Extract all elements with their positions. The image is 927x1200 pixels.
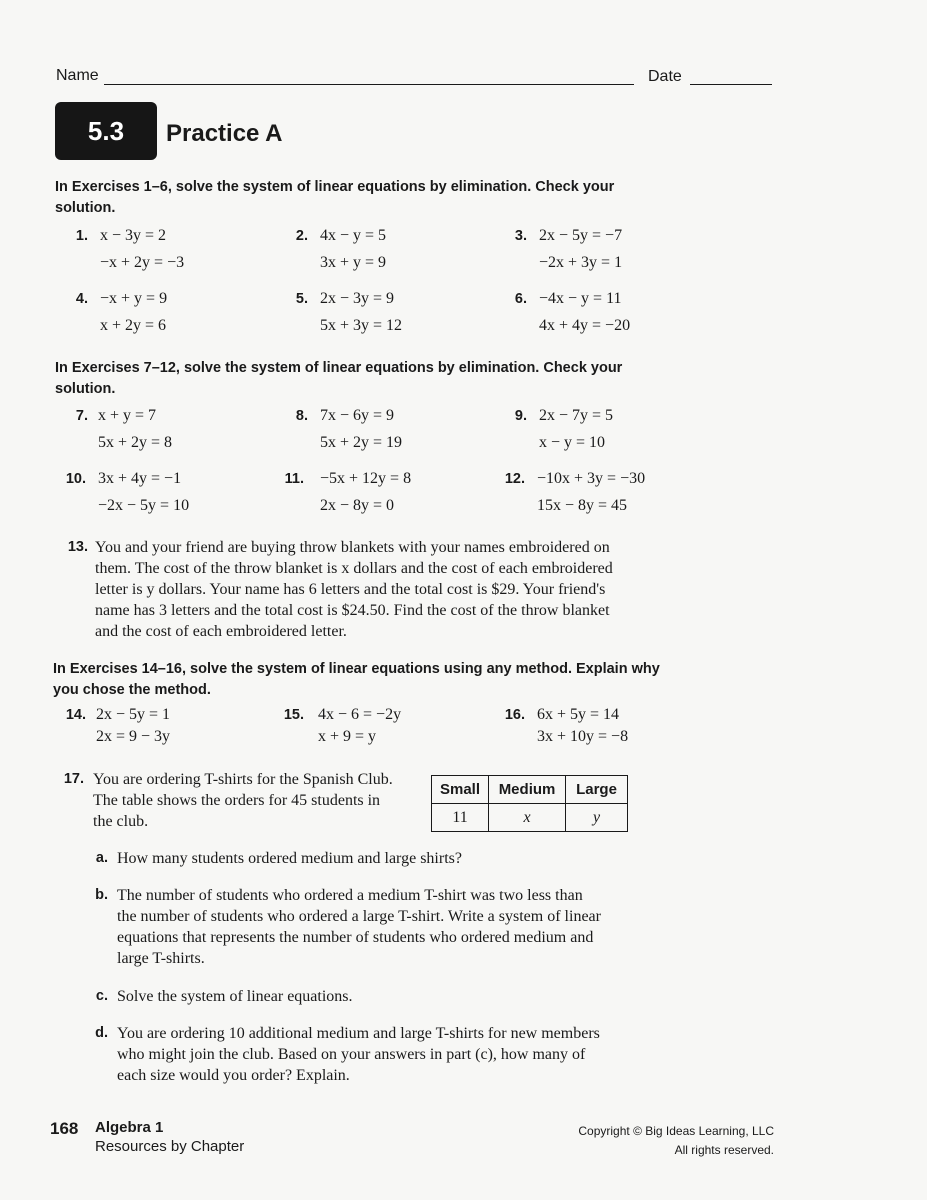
part-label: b. [95,887,108,903]
exercise-number: 5. [295,291,308,307]
exercise-number: 10. [65,471,86,487]
exercise-number: 8. [295,408,308,424]
part-line: each size would you order? Explain. [117,1067,350,1084]
exercise-number: 12. [504,471,525,487]
section-badge [55,102,157,160]
exercise-number: 2. [295,228,308,244]
part-line: How many students ordered medium and large shirts? [117,850,462,867]
name-field-line[interactable] [104,84,634,85]
exercise-number: 7. [75,408,88,424]
problem-line: and the cost of each embroidered letter. [95,623,347,640]
part-line: who might join the club. Based on your answers in part (c), how many of [117,1046,586,1063]
equation: 4x − 6 = −2y [318,706,402,723]
equation: 5x + 2y = 19 [320,433,403,451]
part-line: large T-shirts. [117,950,205,967]
equation: 7x − 6y = 9 [320,407,395,424]
equation: x − 3y = 2 [100,227,167,244]
equation: 2x − 8y = 0 [320,496,395,514]
equation: 15x − 8y = 45 [537,496,628,514]
part-line: Solve the system of linear equations. [117,988,353,1005]
table-header: Small [432,776,489,804]
equation: 2x − 3y = 9 [320,290,395,307]
exercise-number: 6. [514,291,527,307]
equation: 3x + 4y = −1 [98,470,182,487]
exercise-number: 1. [75,228,88,244]
table-cell: x [489,804,566,832]
date-field-line[interactable] [690,84,772,85]
equation: −x + y = 9 [100,290,168,307]
part-line: You are ordering 10 additional medium and large T-shirts for new members [117,1025,600,1042]
problem-number: 13. [67,539,88,555]
part-line: The number of students who ordered a medium T-shirt was two less than [117,887,583,904]
table-cell: y [566,804,628,832]
table-cell: 11 [432,804,489,832]
equation: −10x + 3y = −30 [537,470,646,487]
rights-line: All rights reserved. [674,1143,774,1157]
tshirt-order-table [431,775,628,832]
name-label: Name [56,67,99,84]
problem-line: them. The cost of the throw blanket is x dollars and the cost of each embroidered [95,560,613,577]
table-row [432,804,628,832]
exercise-number: 16. [504,707,525,723]
equation: −2x − 5y = 10 [98,496,190,514]
equation: x − y = 10 [539,433,606,451]
exercise-number: 11. [284,471,304,487]
problem-line: the club. [93,813,149,830]
exercise-number: 15. [283,707,304,723]
equation: 3x + y = 9 [320,253,387,271]
copyright [578,1122,774,1160]
table-header: Medium [489,776,566,804]
equation: −4x − y = 11 [539,290,622,307]
part-line: the number of students who ordered a large T-shirt. Write a system of linear [117,908,601,925]
section-number: 5.3 [87,116,125,146]
exercise-number: 14. [65,707,86,723]
table-header-row [432,776,628,804]
exercise-number: 4. [75,291,88,307]
problem-line: The table shows the orders for 45 students in [93,792,381,809]
part-label: a. [95,850,108,866]
equation: x + 2y = 6 [100,316,167,334]
book-subtitle: Resources by Chapter [95,1138,245,1155]
exercise-number: 3. [514,228,527,244]
problem-number: 17. [63,771,84,787]
copyright-line: Copyright © Big Ideas Learning, LLC [578,1124,774,1138]
problem-line: name has 3 letters and the total cost is $24.50. Find the cost of the throw blanket [95,602,610,619]
equation: 3x + 10y = −8 [537,728,629,745]
equation: x + y = 7 [98,407,157,424]
problem-line: letter is y dollars. Your name has 6 letters and the total cost is $29. Your friend's [95,581,606,598]
equation: −5x + 12y = 8 [320,470,412,487]
equation: 2x − 5y = −7 [539,227,623,244]
equation: x + 9 = y [318,728,377,745]
equation: 4x + 4y = −20 [539,316,631,334]
page-number: 168 [50,1119,79,1138]
instruction-2: In Exercises 7–12, solve the system of linear equations by elimination. Check your solution. [55,360,623,397]
problem-line: You are ordering T-shirts for the Spanish Club. [93,771,393,788]
part-line: equations that represents the number of students who ordered medium and [117,929,594,946]
book-title: Algebra 1 [95,1119,164,1136]
equation: −x + 2y = −3 [100,253,185,271]
part-label: d. [95,1025,108,1041]
page-title: Practice A [166,120,283,147]
equation: 2x − 7y = 5 [539,407,614,424]
table-header: Large [566,776,628,804]
problem-line: You and your friend are buying throw blankets with your names embroidered on [95,539,610,556]
equation: 2x = 9 − 3y [96,728,171,745]
part-label: c. [95,988,108,1004]
equation: 4x − y = 5 [320,227,387,244]
equation: −2x + 3y = 1 [539,253,623,271]
date-label: Date [648,68,682,85]
exercise-number: 9. [514,408,527,424]
equation: 6x + 5y = 14 [537,706,620,723]
book-info [95,1118,244,1156]
equation: 5x + 2y = 8 [98,433,173,451]
instruction-1: In Exercises 1–6, solve the system of linear equations by elimination. Check your solution. [55,179,615,216]
equation: 5x + 3y = 12 [320,316,403,334]
equation: 2x − 5y = 1 [96,706,171,723]
instruction-3: In Exercises 14–16, solve the system of linear equations using any method. Explain why you chose the method. [53,661,660,698]
